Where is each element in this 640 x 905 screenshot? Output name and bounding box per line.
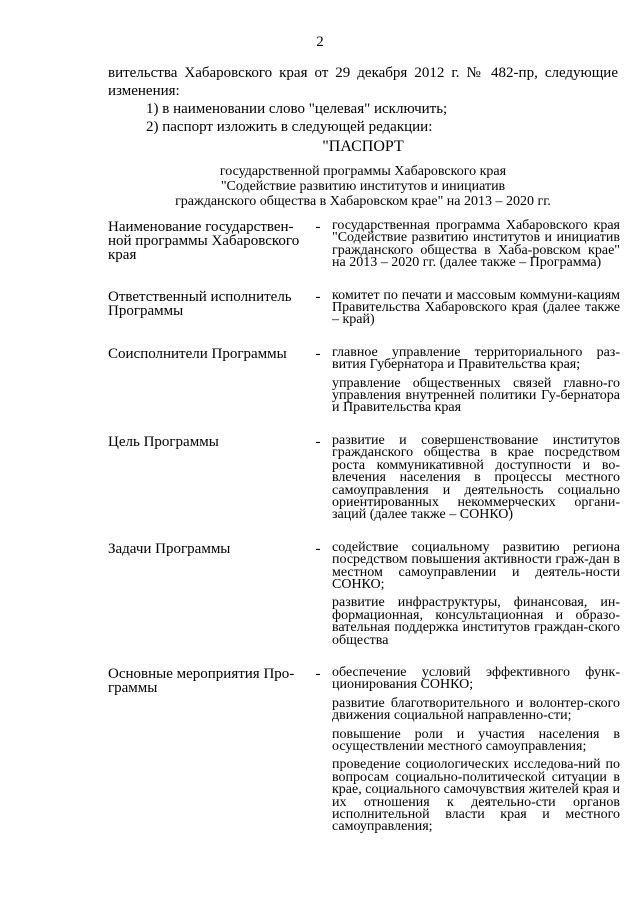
row-value-paragraph: развитие благотворительного и волонтер-ского движения социальной направленно-сти; bbox=[332, 695, 620, 724]
row-dash: - bbox=[315, 345, 321, 362]
row-value bbox=[332, 539, 620, 653]
row-value-paragraph: обеспечение условий эффективного функ-ционирования СОНКО; bbox=[332, 664, 620, 693]
row-value bbox=[332, 287, 620, 333]
intro-text bbox=[108, 64, 618, 136]
row-value bbox=[332, 432, 620, 528]
passport-row bbox=[108, 664, 620, 840]
row-dash: - bbox=[315, 219, 321, 235]
row-label: Цель Программы bbox=[108, 433, 219, 450]
passport-row bbox=[108, 287, 620, 333]
passport-row bbox=[108, 220, 620, 276]
row-value-paragraph: главное управление территориального раз-вития Губернатора и Правительства края; bbox=[332, 344, 620, 373]
row-value bbox=[332, 220, 620, 276]
intro-line: вительства Хабаровского края от 29 декабря 2012 г. № 482-пр, следующие bbox=[108, 65, 618, 81]
row-dash: - bbox=[315, 288, 321, 305]
passport-row bbox=[108, 539, 620, 653]
passport-subtitle-line: государственной программы Хабаровского края bbox=[219, 164, 507, 179]
row-value-paragraph: развитие и совершенствование институтов гражданского общества в крае посредством роста коммуникативной доступности и во-влечения населения в процессы местного самоуправления и деятельность социально ориентированных некоммерческих органи-заций (далее также – СОНКО) bbox=[332, 432, 620, 523]
row-value-paragraph: повышение роли и участия населения в осуществлении местного самоуправления; bbox=[332, 726, 620, 754]
intro-line: изменения: bbox=[108, 83, 180, 99]
row-value-paragraph: содействие социальному развитию региона посредством повышения активности граж-дан в местном самоуправлении и деятель-ности СОНКО; bbox=[332, 539, 620, 592]
row-value-paragraph: развитие инфраструктуры, финансовая, ин-формационная, консультационная и образо-вательная поддержка институтов граждан-ского общества bbox=[332, 595, 620, 648]
row-label: Ответственный исполнитель Программы bbox=[108, 288, 292, 319]
row-dash: - bbox=[315, 433, 321, 450]
row-label: Соисполнители Программы bbox=[108, 345, 287, 362]
row-value bbox=[332, 344, 620, 421]
passport-table bbox=[108, 220, 620, 854]
row-value bbox=[332, 664, 620, 840]
row-label: Наименование государствен-ной программы Хабаровского края bbox=[108, 219, 300, 263]
row-value-paragraph: проведение социологических исследова-ний по вопросам социально-политической ситуации в крае, социального самочувствия жителей края и их отношения к деятельно-сти органов исполнительной власти края и местного самоуправления; bbox=[332, 757, 620, 835]
row-value-paragraph: управление общественных связей главно-го управления внутренней политики Гу-бернатора и Правительства края bbox=[332, 375, 620, 416]
passport-subtitle-line: "Содействие развитию институтов и инициатив bbox=[220, 179, 506, 194]
intro-item: 1) в наименовании слово "целевая" исключить; bbox=[146, 101, 448, 117]
passport-heading: "ПАСПОРТ bbox=[322, 138, 404, 155]
row-label: Основные мероприятия Про-граммы bbox=[108, 665, 295, 696]
row-dash: - bbox=[315, 665, 321, 682]
passport-subtitle-line: гражданского общества в Хабаровском крае" на 2013 – 2020 гг. bbox=[175, 194, 551, 209]
row-label: Задачи Программы bbox=[108, 540, 231, 557]
row-value-paragraph: комитет по печати и массовым коммуни-кациям Правительства Хабаровского края (далее также – край) bbox=[332, 287, 620, 328]
row-dash: - bbox=[315, 540, 321, 557]
page-number: 2 bbox=[316, 34, 324, 50]
passport-title bbox=[108, 137, 618, 209]
row-value-paragraph: государственная программа Хабаровского края "Содействие развитию институтов и инициатив гражданского общества в Хаба-ровском крае" на 2013 – 2020 гг. (далее также – Программа) bbox=[332, 218, 620, 271]
passport-row bbox=[108, 432, 620, 528]
intro-item: 2) паспорт изложить в следующей редакции: bbox=[146, 119, 433, 135]
passport-row bbox=[108, 344, 620, 421]
